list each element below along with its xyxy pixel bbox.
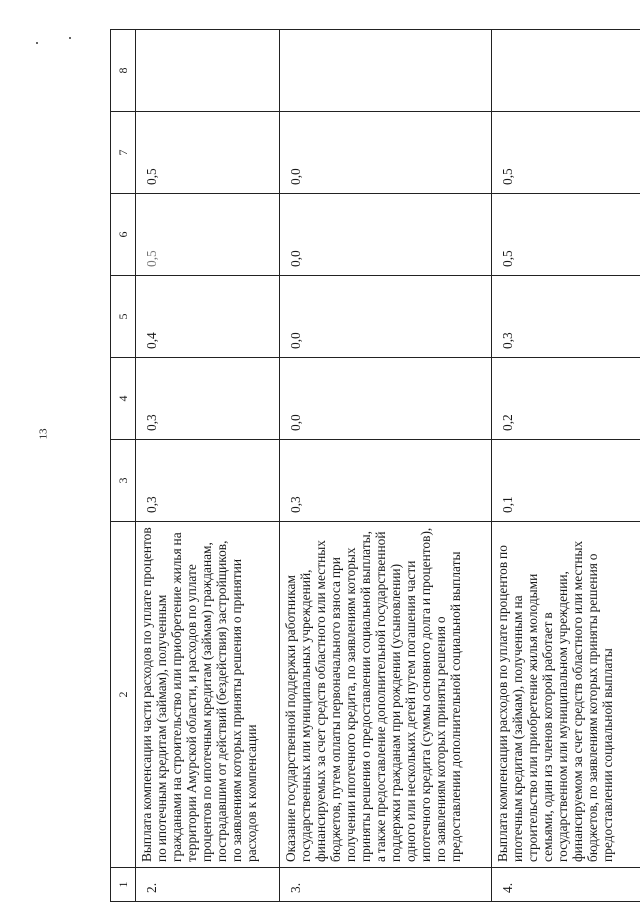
value-col-4: 0,0 <box>280 358 492 440</box>
value-col-5: 0,0 <box>280 276 492 358</box>
header-col-6: 6 <box>111 194 136 276</box>
value-col-8 <box>136 30 280 112</box>
value-col-5: 0,3 <box>492 276 640 358</box>
value-col-8 <box>280 30 492 112</box>
header-col-3: 3 <box>111 440 136 522</box>
row-number: 3. <box>280 868 492 902</box>
row-description: Выплата компенсации расходов по уплате процентов по ипотечным кредитам (займам), полученным на строительство или приобретение жилья молодыми семьями, один из членов которой работает в государственном или муниципальном учреждении, финансируемом за счет средств областного или местных бюджетов, по заявлениям которых приняты решения о предоставлении социальной выплаты <box>492 522 640 868</box>
value-col-7: 0,5 <box>492 112 640 194</box>
page-number: 13 <box>37 428 50 440</box>
value-col-7: 0,0 <box>280 112 492 194</box>
value-col-4: 0,2 <box>492 358 640 440</box>
value-col-4: 0,3 <box>136 358 280 440</box>
value-col-6: 0,5 <box>492 194 640 276</box>
value-col-3: 0,3 <box>136 440 280 522</box>
row-number: 4. <box>492 868 640 902</box>
rotated-table-frame <box>110 30 640 902</box>
table-row <box>280 30 492 902</box>
value-col-6: 0,5 <box>136 194 280 276</box>
table-header-row <box>111 30 136 902</box>
value-col-6: 0,0 <box>280 194 492 276</box>
scan-speck <box>69 37 71 39</box>
value-col-3: 0,1 <box>492 440 640 522</box>
row-description: Выплата компенсации части расходов по уплате процентов по ипотечным кредитам (займам), полученным гражданами на строительство или приобретение жилья на территории Амурской области, и расходов по уплате процентов по ипотечным кредитам (займам) гражданам, пострадавшим от действий (бездействия) застройщиков, по заявлениям которых приняты решения о принятии расходов к компенсации <box>136 522 280 868</box>
header-col-1: 1 <box>111 868 136 902</box>
value-col-8 <box>492 30 640 112</box>
row-description: Оказание государственной поддержки работникам государственных или муниципальных учреждений, финансируемых за счет средств областного или местных бюджетов, путем оплаты первоначального взноса при получении ипотечного кредита, по заявлениям которых приняты решения о предоставлении социальной выплаты, а также предоставление дополнительной государственной поддержки гражданам при рождении (усыновлении) одного или нескольких детей путем погашения части ипотечного кредита (суммы основного долга и процентов), по заявлениям которых приняты решения о предоставлении дополнительной социальной выплаты <box>280 522 492 868</box>
value-col-5: 0,4 <box>136 276 280 358</box>
indicators-table <box>110 29 640 902</box>
header-col-2: 2 <box>111 522 136 868</box>
header-col-4: 4 <box>111 358 136 440</box>
header-col-5: 5 <box>111 276 136 358</box>
value-col-7: 0,5 <box>136 112 280 194</box>
table-row <box>136 30 280 902</box>
header-col-7: 7 <box>111 112 136 194</box>
table-row <box>492 30 640 902</box>
rotated-table-container <box>110 30 640 902</box>
header-col-8: 8 <box>111 30 136 112</box>
row-number: 2. <box>136 868 280 902</box>
scan-speck <box>36 42 38 44</box>
value-col-3: 0,3 <box>280 440 492 522</box>
